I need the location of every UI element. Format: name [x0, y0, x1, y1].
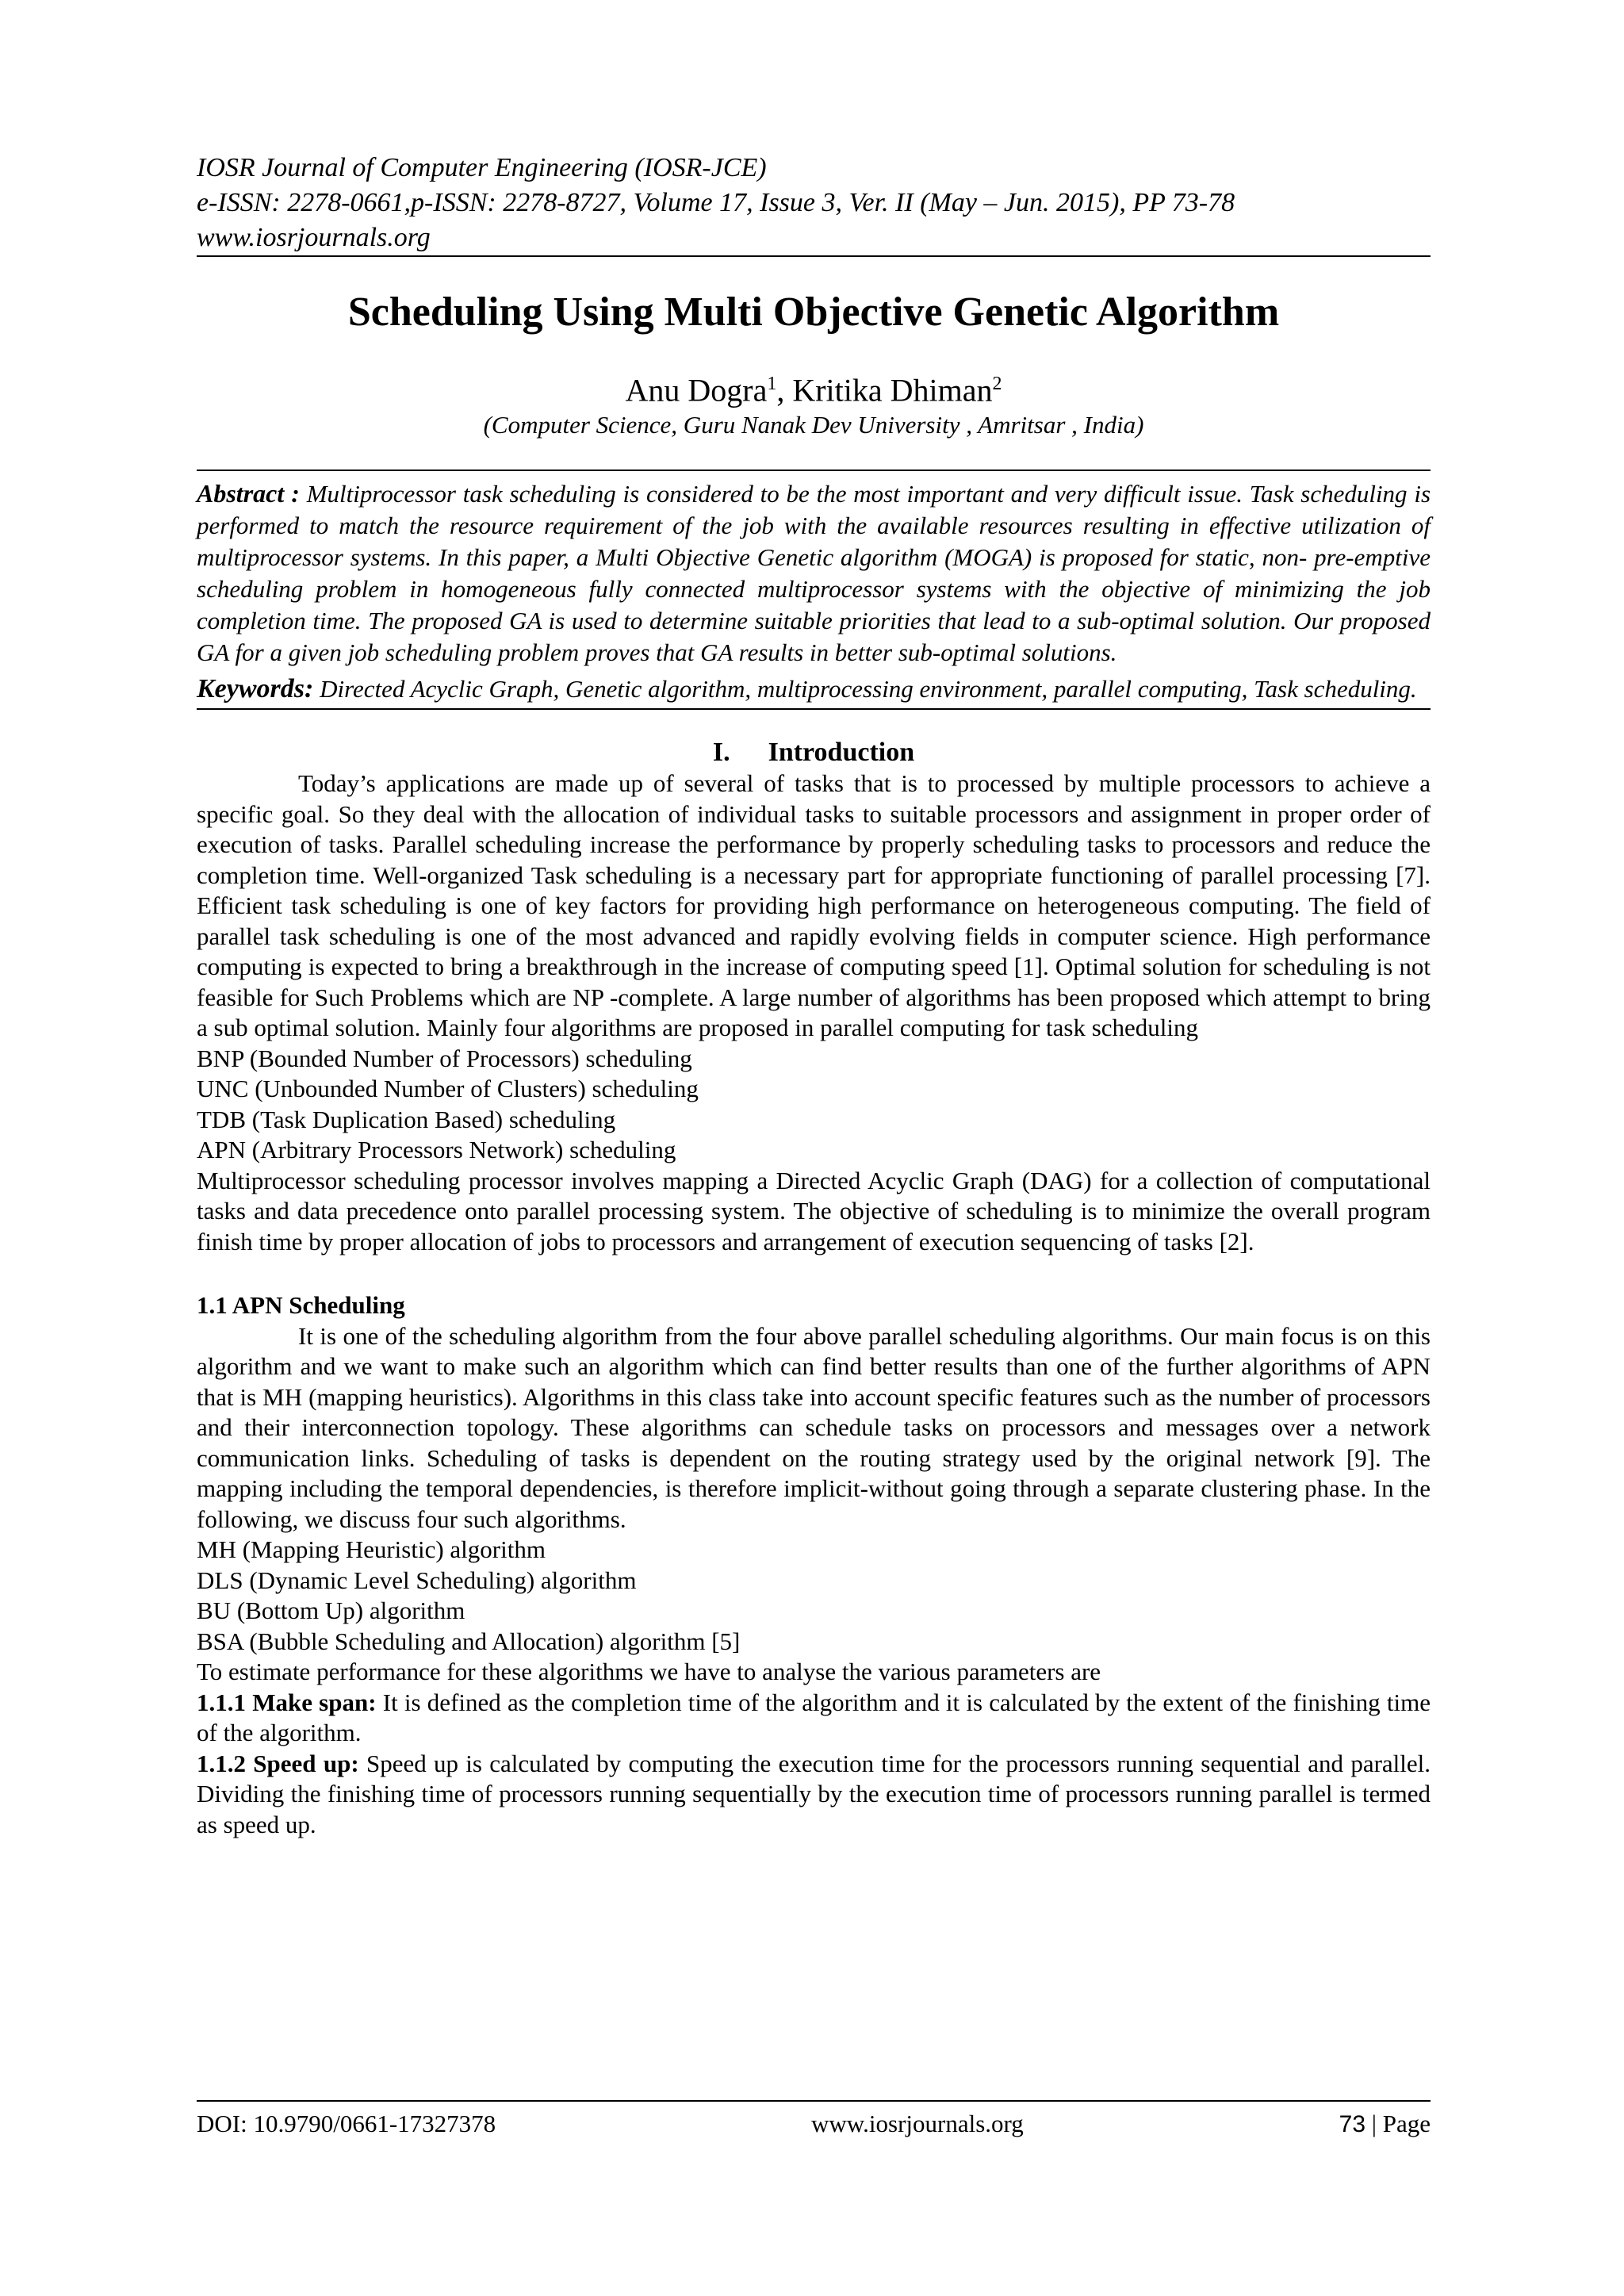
page-footer: [197, 2100, 1431, 2141]
subsection-heading-apn: 1.1 APN Scheduling: [197, 1291, 405, 1320]
definition-speedup: [197, 1749, 1431, 1841]
page-label: | Page: [1365, 2110, 1431, 2137]
journal-website[interactable]: www.iosrjournals.org: [197, 223, 431, 252]
journal-issn: e-ISSN: 2278-0661,p-ISSN: 2278-8727, Volume 17, Issue 3, Ver. II (May – Jun. 2015), PP 73-78: [197, 188, 1235, 217]
list-item: DLS (Dynamic Level Scheduling) algorithm: [197, 1566, 637, 1594]
footer-page: [1339, 2108, 1431, 2141]
paragraph: Today’s applications are made up of several of tasks that is to processed by multiple processors to achieve a specific goal. So they deal with the allocation of individual tasks to suitable processors and assignment in proper order of execution of tasks. Parallel scheduling increase the performance by properly scheduling tasks to processors and reduce the completion time. Well-organized Task scheduling is a necessary part for appropriate functioning of parallel processing [7]. Efficient task scheduling is one of key factors for providing high performance on heterogeneous computing. The field of parallel task scheduling is one of the most advanced and rapidly evolving fields in computer science. High performance computing is expected to bring a breakthrough in the increase of computing speed [1]. Optimal solution for scheduling is not feasible for Such Problems which are NP -complete. A large number of algorithms has been proposed which attempt to bring a sub optimal solution. Mainly four algorithms are proposed in parallel computing for task scheduling: [197, 769, 1431, 1042]
definition-term: 1.1.2 Speed up:: [197, 1749, 359, 1777]
list-item: UNC (Unbounded Number of Clusters) scheduling: [197, 1075, 699, 1103]
definition-text: Speed up is calculated by computing the execution time for the processors running sequential and parallel. Dividing the finishing time of processors running sequentially by the execution time of processors running parallel is termed as speed up.: [197, 1749, 1431, 1838]
definition-term: 1.1.1 Make span:: [197, 1688, 377, 1716]
list-item: TDB (Task Duplication Based) scheduling: [197, 1105, 616, 1133]
abstract: [197, 471, 1431, 673]
abstract-text: Multiprocessor task scheduling is considered to be the most important and very difficult issue. Task scheduling is performed to match the resource requirement of the job with the available resources resulting in effective utilization of multiprocessor systems. In this paper, a Multi Objective Genetic algorithm (MOGA) is proposed for static, non- pre-emptive scheduling problem in homogeneous fully connected multiprocessor systems with the objective of minimizing the job completion time. The proposed GA is used to determine suitable priorities that lead to a sub-optimal solution. Our proposed GA for a given job scheduling problem proves that GA results in better sub-optimal solutions.: [197, 480, 1431, 667]
abstract-label: Abstract :: [197, 479, 300, 508]
apn-body: [197, 1321, 1431, 1841]
author-affil-mark: 2: [992, 374, 1002, 394]
definition-text: It is defined as the completion time of the algorithm and it is calculated by the extent of the finishing time of the algorithm.: [197, 1688, 1431, 1747]
paragraph: It is one of the scheduling algorithm from the four above parallel scheduling algorithms. Our main focus is on this algorithm and we want to make such an algorithm which can find better results than one of the further algorithms of APN that is MH (mapping heuristics). Algorithms in this class take into account specific features such as the number of processors and their interconnection topology. These algorithms can schedule tasks on processors and messages over a network communication links. Scheduling of tasks is dependent on the routing strategy used by the original network [9]. The mapping including the temporal dependencies, is therefore implicit-without going through a separate clustering phase. In the following, we discuss four such algorithms.: [197, 1321, 1431, 1533]
definition-makespan: [197, 1688, 1431, 1749]
abstract-bottom-rule: [197, 708, 1431, 710]
section-heading-introduction: [197, 737, 1431, 769]
section-number: I.: [712, 738, 730, 768]
journal-name: IOSR Journal of Computer Engineering (IOSR-JCE): [197, 153, 767, 182]
author-separator: ,: [776, 372, 793, 408]
author-list: [197, 365, 1431, 409]
paragraph: Multiprocessor scheduling processor involves mapping a Directed Acyclic Graph (DAG) for a collection of computational tasks and data precedence onto parallel processing system. The objective of scheduling is to minimize the overall program finish time by proper allocation of jobs to processors and arrangement of execution sequencing of tasks [2].: [197, 1166, 1431, 1255]
author-name: Anu Dogra: [625, 372, 768, 408]
keywords: [197, 673, 1431, 708]
keywords-label: Keywords:: [197, 674, 314, 704]
list-item: APN (Arbitrary Processors Network) scheduling: [197, 1136, 676, 1164]
introduction-body: [197, 769, 1431, 1257]
paper-page: [197, 151, 1431, 1840]
keywords-text: Directed Acyclic Graph, Genetic algorithm, multiprocessing environment, parallel computing, Task scheduling.: [320, 675, 1417, 703]
author-affiliation: (Computer Science, Guru Nanak Dev University , Amritsar , India): [483, 411, 1144, 439]
footer-website[interactable]: www.iosrjournals.org: [811, 2110, 1024, 2137]
list-item: MH (Mapping Heuristic) algorithm: [197, 1535, 546, 1564]
section-title: Introduction: [768, 738, 915, 768]
footer-doi: DOI: 10.9790/0661-17327378: [197, 2110, 496, 2137]
header-rule: [197, 255, 1431, 257]
paragraph: To estimate performance for these algorithms we have to analyse the various parameters are: [197, 1658, 1101, 1686]
list-item: BSA (Bubble Scheduling and Allocation) algorithm [5]: [197, 1627, 741, 1655]
author-affil-mark: 1: [767, 374, 777, 394]
journal-header: [197, 151, 1431, 255]
list-item: BNP (Bounded Number of Processors) scheduling: [197, 1044, 692, 1072]
list-item: BU (Bottom Up) algorithm: [197, 1596, 465, 1625]
paper-title: Scheduling Using Multi Objective Genetic Algorithm: [347, 289, 1280, 335]
page-number: 73: [1339, 2111, 1366, 2137]
author-name: Kritika Dhiman: [792, 372, 993, 408]
